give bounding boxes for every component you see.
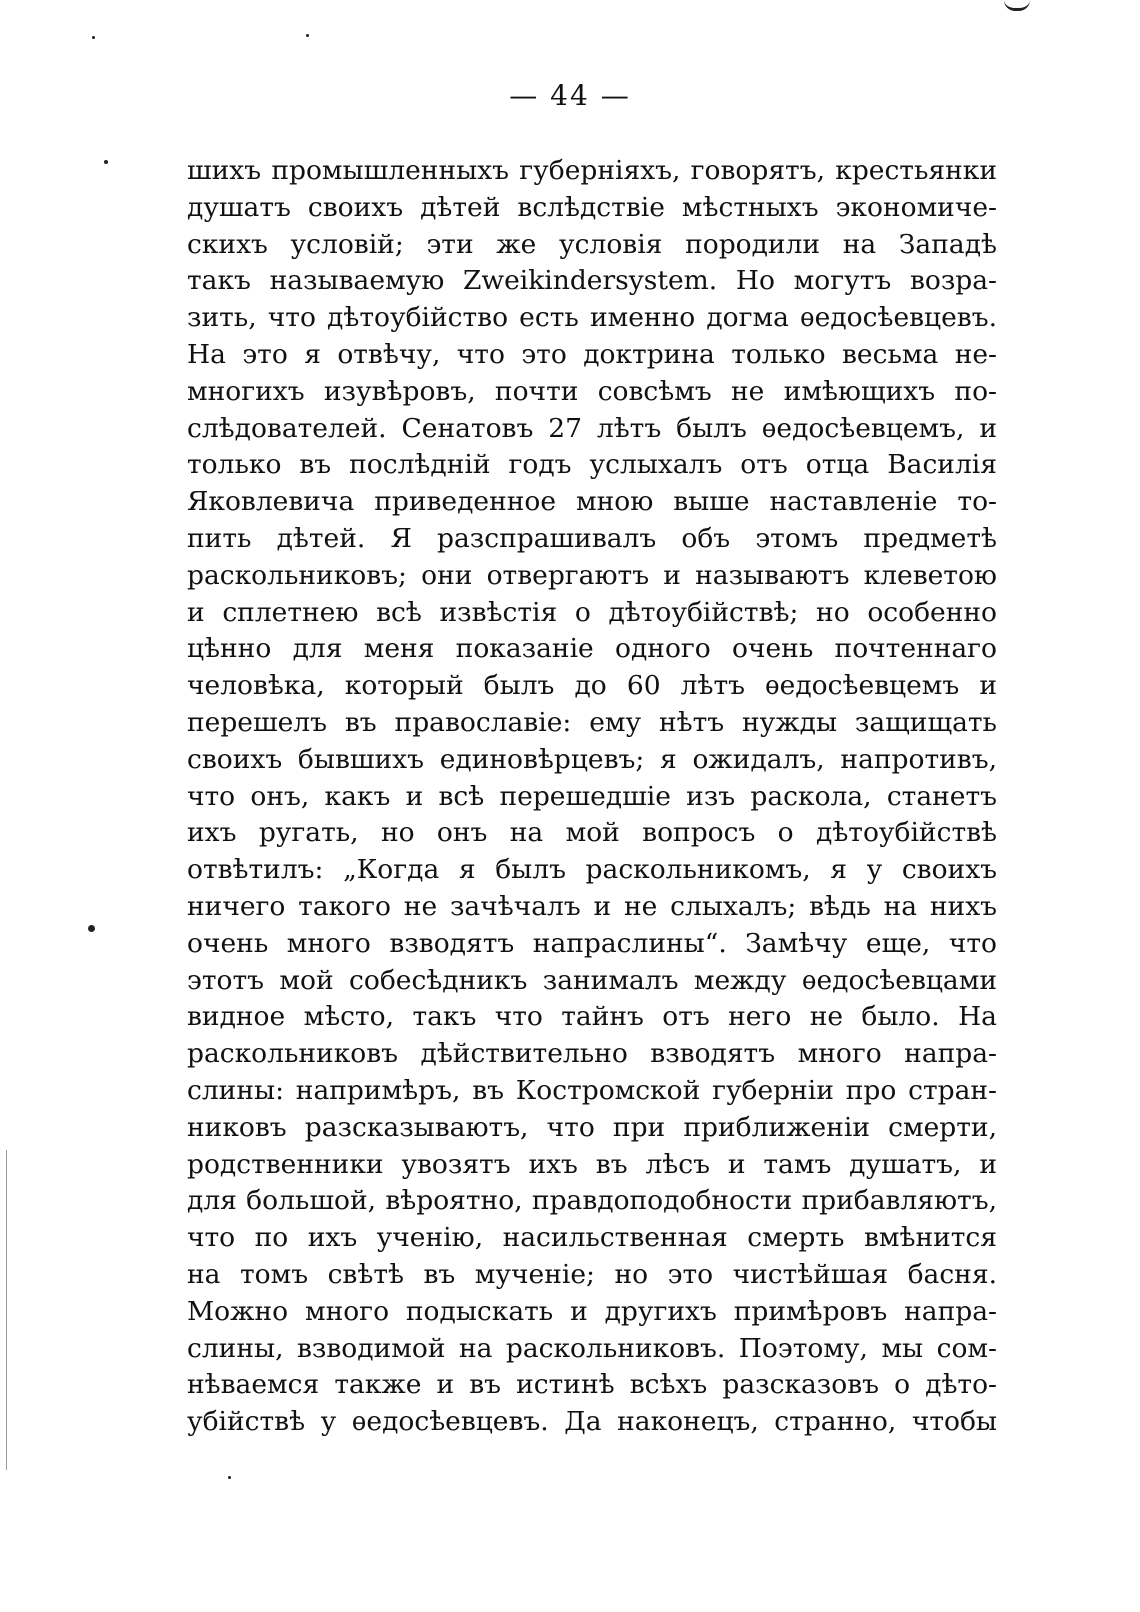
text-line: отвѣтилъ: „Когда я былъ раскольникомъ, я у своихъ — [187, 854, 997, 886]
text-line: такъ называемую Zweikindersystem. Но могутъ возра- — [187, 265, 997, 297]
page-number: — 44 — — [509, 79, 631, 112]
text-line: этотъ мой собесѣдникъ занималъ между ѳедосѣевцами — [187, 964, 997, 996]
left-margin-scan-line — [6, 1150, 7, 1470]
body-text — [187, 153, 997, 1441]
text-line: зить, что дѣтоубійство есть именно догма ѳедосѣевцевъ. — [187, 302, 997, 334]
text-line: слины, взводимой на раскольниковъ. Поэтому, мы сом- — [187, 1332, 997, 1364]
text-line: и сплетнею всѣ извѣстія о дѣтоубійствѣ; но особенно — [187, 596, 997, 628]
text-line: слины: напримѣръ, въ Костромской губерніи про стран- — [187, 1074, 997, 1106]
text-line: пить дѣтей. Я разспрашивалъ объ этомъ предметѣ — [187, 522, 997, 554]
text-line: ничего такого не зачѣчалъ и не слыхалъ; вѣдь на нихъ — [187, 890, 997, 922]
text-line: для большой, вѣроятно, правдоподобности прибавляютъ, — [187, 1185, 997, 1217]
ink-speck — [228, 1476, 231, 1479]
text-line: шихъ промышленныхъ губерніяхъ, говорятъ, крестьянки — [187, 155, 997, 186]
corner-ink-mark — [1004, 0, 1030, 11]
ink-speck — [88, 925, 95, 932]
text-line: нѣваемся также и въ истинѣ всѣхъ разсказовъ о дѣто- — [187, 1369, 997, 1401]
text-line: убійствѣ у ѳедосѣевцевъ. Да наконецъ, странно, чтобы — [187, 1406, 997, 1438]
text-line: Яковлевича приведенное мною выше наставленіе то- — [187, 486, 997, 518]
ink-speck — [306, 34, 309, 37]
ink-speck — [104, 160, 108, 164]
text-line: ихъ ругать, но онъ на мой вопросъ о дѣтоубійствѣ — [187, 817, 997, 849]
ink-speck — [92, 36, 95, 39]
text-line: видное мѣсто, такъ что тайнъ отъ него не было. На — [187, 1001, 997, 1033]
text-line: человѣка, который былъ до 60 лѣтъ ѳедосѣевцемъ и — [187, 670, 997, 702]
text-line: раскольниковъ; они отвергаютъ и называютъ клеветою — [187, 559, 997, 591]
text-line: очень много взводятъ напраслины“. Замѣчу еще, что — [187, 927, 997, 959]
text-line: своихъ бывшихъ единовѣрцевъ; я ожидалъ, напротивъ, — [187, 743, 997, 775]
text-line: только въ послѣдній годъ услыхалъ отъ отца Василія — [187, 449, 997, 481]
text-line: слѣдователей. Сенатовъ 27 лѣтъ былъ ѳедосѣевцемъ, и — [187, 412, 997, 444]
text-line: никовъ разсказываютъ, что при приближеніи смерти, — [187, 1111, 997, 1143]
text-line: душатъ своихъ дѣтей вслѣдствіе мѣстныхъ экономиче- — [187, 191, 997, 223]
text-line: на томъ свѣтѣ въ мученіе; но это чистѣйшая басня. — [187, 1258, 997, 1290]
text-line: что онъ, какъ и всѣ перешедшіе изъ раскола, станетъ — [187, 780, 997, 812]
text-line: что по ихъ ученію, насильственная смерть вмѣнится — [187, 1222, 997, 1254]
text-line: перешелъ въ православіе: ему нѣтъ нужды защищать — [187, 706, 997, 738]
text-line: скихъ условій; эти же условія породили на Западѣ — [187, 228, 997, 260]
text-line: Можно много подыскать и другихъ примѣровъ напра- — [187, 1295, 997, 1327]
text-line: На это я отвѣчу, что это доктрина только весьма не- — [187, 338, 997, 370]
text-line: многихъ изувѣровъ, почти совсѣмъ не имѣющихъ по- — [187, 375, 997, 407]
text-line: раскольниковъ дѣйствительно взводятъ много напра- — [187, 1038, 997, 1070]
text-line: цѣнно для меня показаніе одного очень почтеннаго — [187, 633, 997, 665]
text-line: родственники увозятъ ихъ въ лѣсъ и тамъ душатъ, и — [187, 1148, 997, 1180]
